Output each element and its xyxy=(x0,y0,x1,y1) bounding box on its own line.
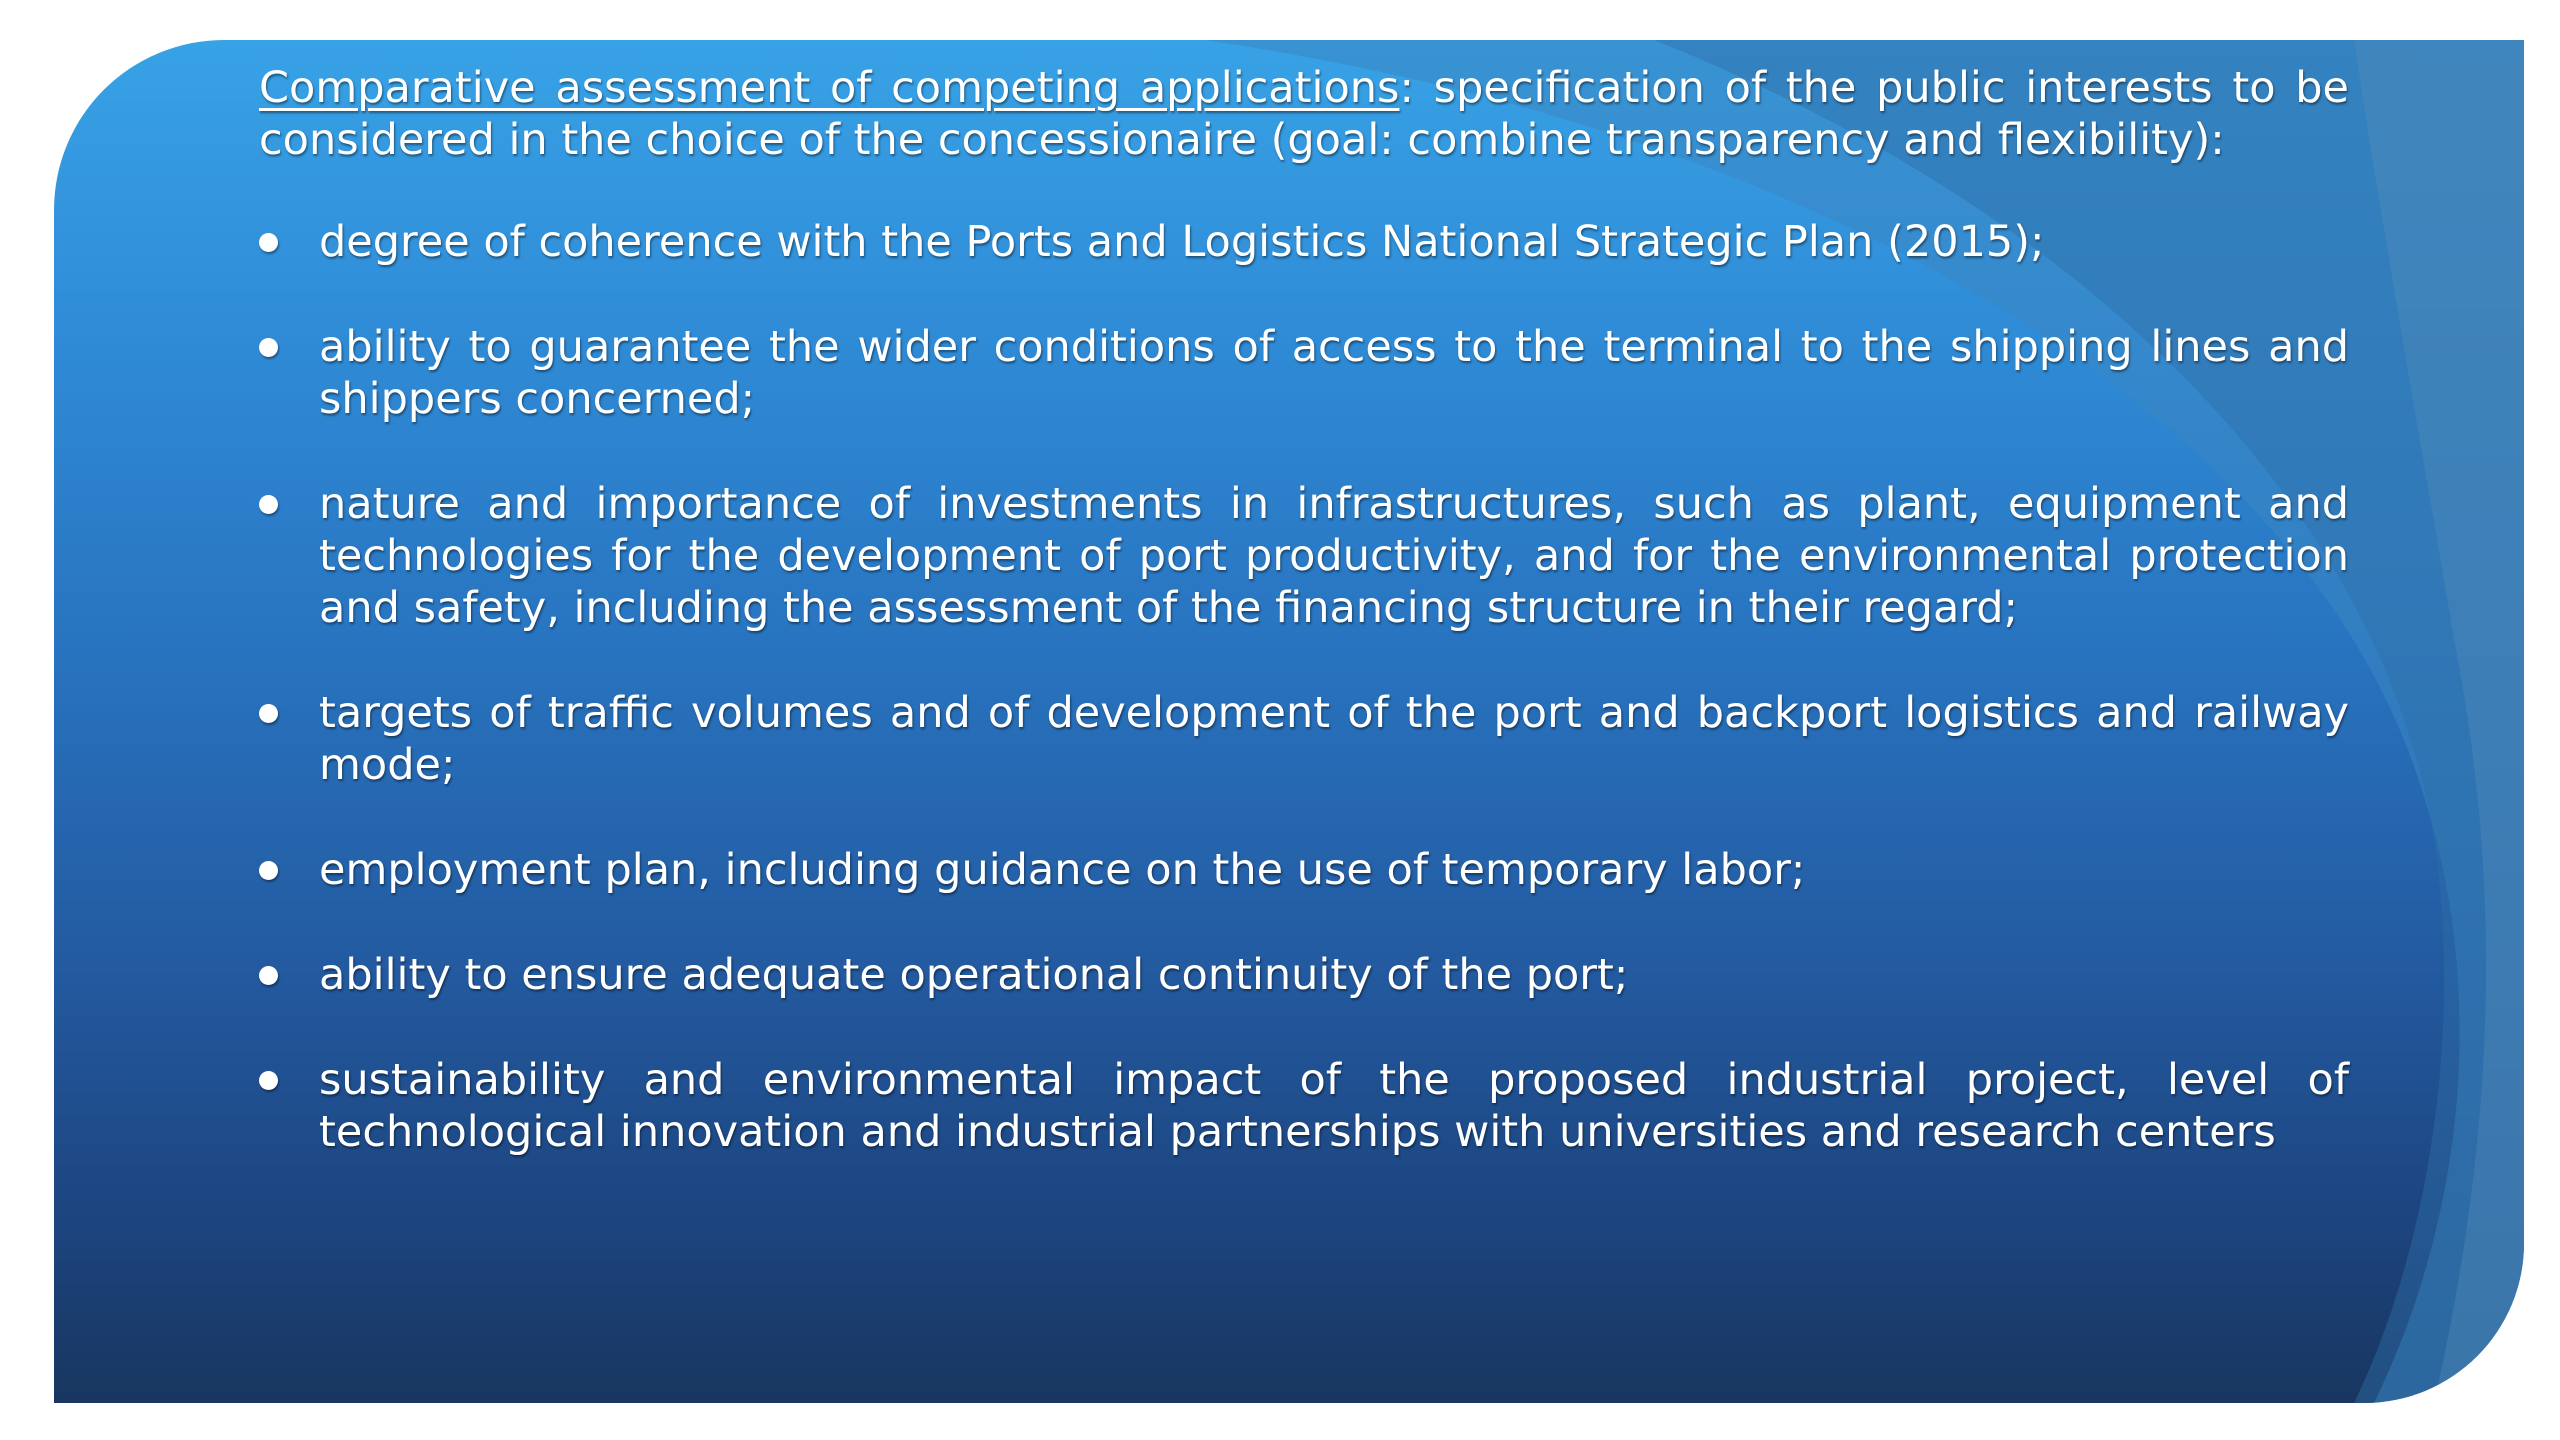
list-item xyxy=(259,1054,2349,1158)
criteria-list xyxy=(259,216,2349,1158)
list-item-text: ability to ensure adequate operational continuity of the port; xyxy=(319,950,1629,1000)
slide-content xyxy=(259,62,2349,1211)
intro-heading: Comparative assessment of competing applications xyxy=(259,63,1400,113)
intro-paragraph xyxy=(259,62,2349,166)
list-item-text: ability to guarantee the wider conditions of access to the terminal to the shipping lines and shippers concerned; xyxy=(319,322,2349,424)
bullet-icon xyxy=(259,1071,278,1090)
list-item-text: nature and importance of investments in infrastructures, such as plant, equipment and technologies for the development of port productivity, and for the environmental protection and safety, including the assessment of the financing structure in their regard; xyxy=(319,479,2349,633)
bullet-icon xyxy=(259,861,278,880)
slide xyxy=(54,40,2524,1403)
list-item xyxy=(259,844,2349,896)
intro-text: : specification of the public interests to be considered in the choice of the concessionaire (goal: combine transparency and flexibility): xyxy=(259,63,2349,165)
list-item-text: degree of coherence with the Ports and Logistics National Strategic Plan (2015); xyxy=(319,217,2045,267)
list-item-text: sustainability and environmental impact of the proposed industrial project, level of technological innovation and industrial partnerships with universities and research centers xyxy=(319,1055,2349,1157)
list-item-text: employment plan, including guidance on the use of temporary labor; xyxy=(319,845,1806,895)
list-item xyxy=(259,478,2349,634)
bullet-icon xyxy=(259,233,278,252)
bullet-icon xyxy=(259,338,278,357)
list-item xyxy=(259,949,2349,1001)
list-item-text: targets of traffic volumes and of development of the port and backport logistics and railway mode; xyxy=(319,688,2349,790)
list-item xyxy=(259,687,2349,791)
bullet-icon xyxy=(259,966,278,985)
bullet-icon xyxy=(259,704,278,723)
bullet-icon xyxy=(259,495,278,514)
list-item xyxy=(259,321,2349,425)
list-item xyxy=(259,216,2349,268)
